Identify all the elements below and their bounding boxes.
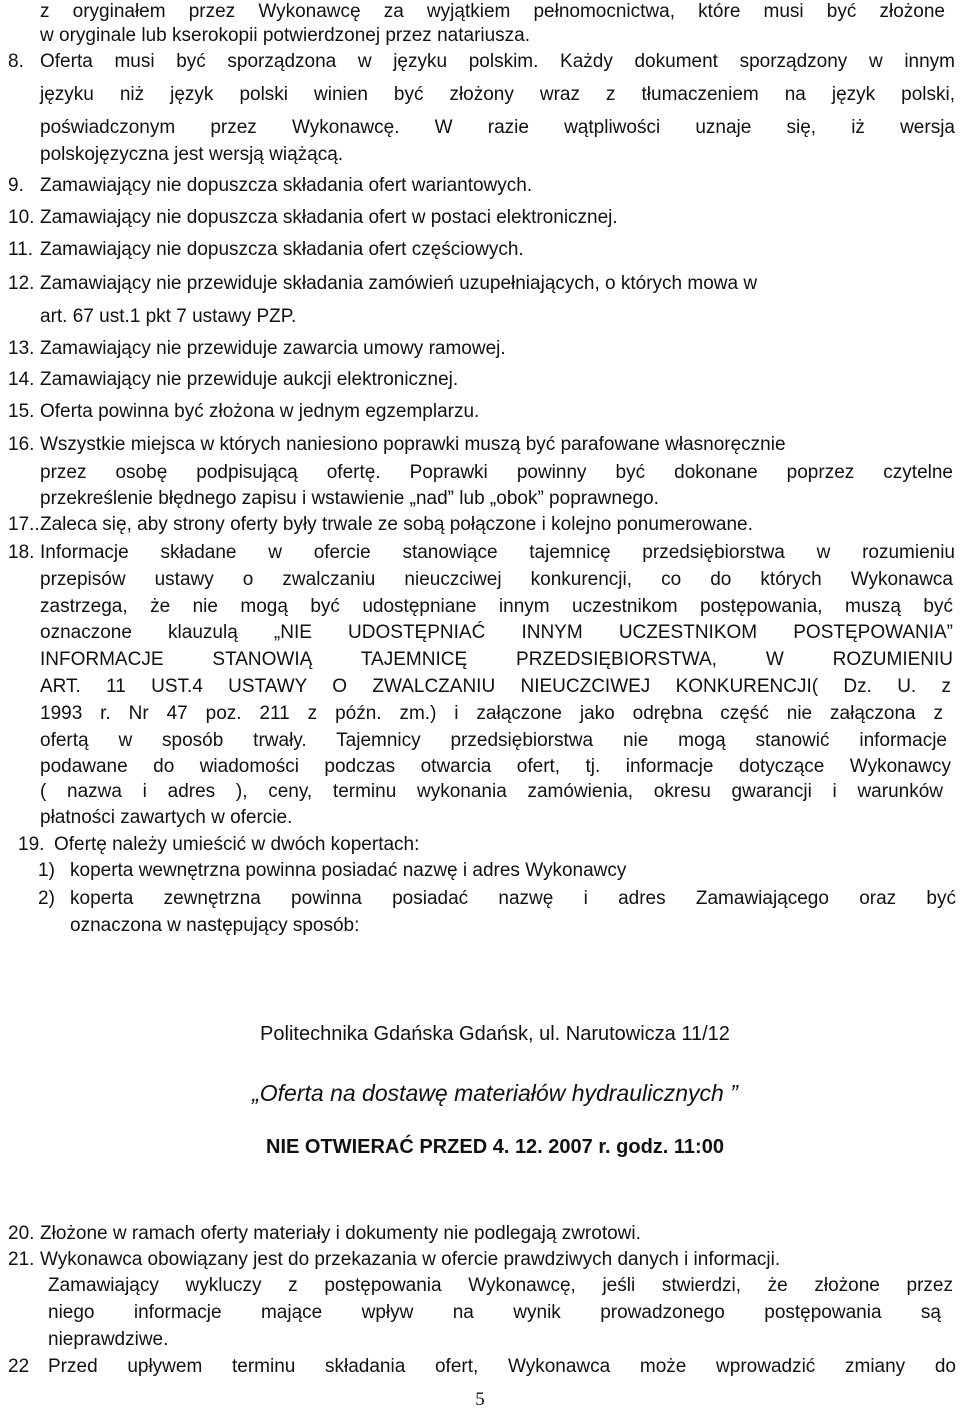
item-number: 15. [8, 401, 35, 422]
item-number: 20. [8, 1223, 35, 1244]
text-line: Zamawiający nie przewiduje zawarcia umowy ramowej. [40, 338, 506, 359]
page-number: 5 [475, 1389, 485, 1410]
text-line: Zamawiający nie przewiduje składania zamówień uzupełniających, o których mowa w [40, 273, 758, 294]
text-line: niego informacje mające wpływ na wynik prowadzonego postępowania są [48, 1302, 941, 1323]
text-line: Przed upływem terminu składania ofert, Wykonawca może wprowadzić zmiany do [48, 1356, 956, 1377]
text-line: Wszystkie miejsca w których naniesiono poprawki muszą być parafowane własnoręcznie [40, 434, 786, 455]
item-number: 13. [8, 338, 35, 359]
text-line: podawane do wiadomości podczas otwarcia ofert, tj. informacje dotyczące Wykonawcy [40, 756, 951, 777]
text-line: płatności zawartych w ofercie. [40, 807, 293, 828]
item-number: 16. [8, 434, 35, 455]
envelope-title: „Oferta na dostawę materiałów hydraulicznych ” [252, 1080, 738, 1106]
text-line: oznaczone klauzulą „NIE UDOSTĘPNIAĆ INNYM UCZESTNIKOM POSTĘPOWANIA” [40, 622, 953, 643]
text-line: Zamawiający wykluczy z postępowania Wykonawcę, jeśli stwierdzi, że złożone przez [48, 1275, 953, 1296]
item-number: 22 [8, 1356, 30, 1377]
text-line: koperta wewnętrzna powinna posiadać nazwę i adres Wykonawcy [70, 860, 627, 881]
item-number: 11. [8, 239, 34, 260]
text-line: Zamawiający nie dopuszcza składania ofert wariantowych. [40, 175, 533, 196]
text-line: Wykonawca obowiązany jest do przekazania w ofercie prawdziwych danych i informacji. [40, 1249, 781, 1270]
text-line: w oryginale lub kserokopii potwierdzonej przez natariusza. [40, 25, 531, 46]
item-number: 10. [8, 207, 35, 228]
text-line: 1993 r. Nr 47 poz. 211 z późn. zm.) i załączone jako odrębna część nie załączona z [40, 703, 943, 724]
text-line: przez osobę podpisującą ofertę. Poprawki powinny być dokonane poprzez czytelne [40, 462, 953, 483]
text-line: Zamawiający nie dopuszcza składania ofert w postaci elektronicznej. [40, 207, 618, 228]
item-number: 14. [8, 369, 35, 390]
text-line: polskojęzyczna jest wersją wiążącą. [40, 144, 344, 165]
text-line: poświadczonym przez Wykonawcę. W razie wątpliwości uznaje się, iż wersja [40, 117, 955, 138]
item-number: 21. [8, 1249, 35, 1270]
text-line: Informacje składane w ofercie stanowiące tajemnicę przedsiębiorstwa w rozumieniu [40, 542, 955, 563]
item-number: 9. [8, 175, 24, 196]
text-line: Ofertę należy umieścić w dwóch kopertach: [54, 834, 420, 855]
text-line: oznaczona w następujący sposób: [70, 915, 360, 936]
text-line: ( nazwa i adres ), ceny, terminu wykonania zamówienia, okresu gwarancji i warunków [40, 781, 943, 802]
item-number: 19. [18, 834, 45, 855]
text-line: przekreślenie błędnego zapisu i wstawienie „nad” lub „obok” poprawnego. [40, 488, 659, 509]
text-line: Zamawiający nie przewiduje aukcji elektronicznej. [40, 369, 459, 390]
text-line: Złożone w ramach oferty materiały i dokumenty nie podlegają zwrotowi. [40, 1223, 641, 1244]
envelope-warning: NIE OTWIERAĆ PRZED 4. 12. 2007 r. godz. 11:00 [266, 1136, 724, 1158]
text-line: Zaleca się, aby strony oferty były trwale ze sobą połączone i kolejno ponumerowane. [40, 514, 753, 535]
text-line: nieprawdziwe. [48, 1329, 169, 1350]
text-line: INFORMACJE STANOWIĄ TAJEMNICĘ PRZEDSIĘBIORSTWA, W ROZUMIENIU [40, 649, 953, 670]
text-line: ofertą w sposób trwały. Tajemnicy przedsiębiorstwa nie mogą stanowić informacje [40, 730, 947, 751]
text-line: ART. 11 UST.4 USTAWY O ZWALCZANIU NIEUCZCIWEJ KONKURENCJI( Dz. U. z [40, 676, 951, 697]
envelope-address: Politechnika Gdańska Gdańsk, ul. Narutowicza 11/12 [260, 1023, 730, 1045]
subitem-number: 1) [38, 860, 55, 881]
text-line: Oferta musi być sporządzona w języku polskim. Każdy dokument sporządzony w innym [40, 51, 955, 72]
item-number: 18. [8, 542, 35, 563]
text-line: Oferta powinna być złożona w jednym egzemplarzu. [40, 401, 480, 422]
item-number: 12. [8, 273, 35, 294]
text-line: zastrzega, że nie mogą być udostępniane innym uczestnikom postępowania, muszą być [40, 596, 953, 617]
text-line: z oryginałem przez Wykonawcę za wyjątkiem pełnomocnictwa, które musi być złożone [40, 1, 945, 22]
text-line: przepisów ustawy o zwalczaniu nieuczciwej konkurencji, co do których Wykonawca [40, 569, 953, 590]
text-line: koperta zewnętrzna powinna posiadać nazwę i adres Zamawiającego oraz być [70, 888, 956, 909]
text-line: Zamawiający nie dopuszcza składania ofert częściowych. [40, 239, 524, 260]
item-number: 8. [8, 51, 24, 72]
subitem-number: 2) [38, 888, 55, 909]
text-line: języku niż język polski winien być złożony wraz z tłumaczeniem na język polski, [40, 84, 955, 105]
text-line: art. 67 ust.1 pkt 7 ustawy PZP. [40, 306, 297, 327]
item-number: 17.. [8, 514, 40, 535]
